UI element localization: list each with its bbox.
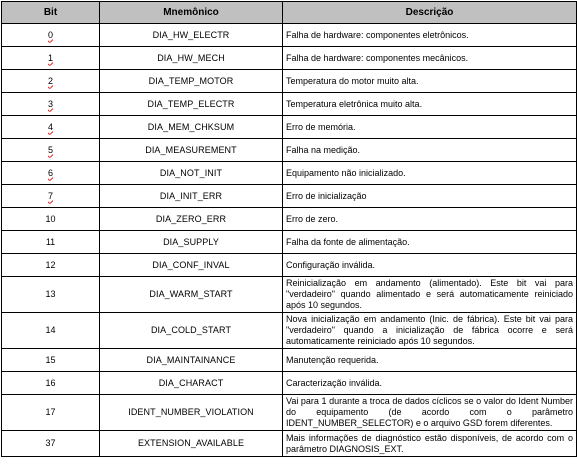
mnemonic-cell: DIA_NOT_INIT: [100, 162, 283, 185]
bit-value: 4: [47, 121, 53, 132]
bit-cell: 13: [2, 277, 100, 313]
mnemonic-cell: DIA_MAINTAINANCE: [100, 349, 283, 372]
description-cell: Erro de inicialização: [283, 185, 577, 208]
bit-cell: 16: [2, 372, 100, 395]
header-description: Descrição: [283, 2, 577, 24]
bit-cell: 17: [2, 395, 100, 431]
bit-cell: 10: [2, 208, 100, 231]
mnemonic-cell: DIA_HW_ELECTR: [100, 24, 283, 47]
table-row: [2, 372, 577, 395]
description-cell: Caracterização inválida.: [283, 372, 577, 395]
table-row: [2, 47, 577, 70]
description-cell: Reinicialização em andamento (alimentado). Este bit vai para "verdadeiro" quando alimentado e será automaticamente reiniciado após 10 segundos.: [283, 277, 577, 313]
bit-cell: 12: [2, 254, 100, 277]
bit-cell: 14: [2, 313, 100, 349]
header-mnemonic: Mnemônico: [100, 2, 283, 24]
bit-value: 5: [47, 144, 53, 155]
mnemonic-cell: DIA_TEMP_ELECTR: [100, 93, 283, 116]
table-row: [2, 162, 577, 185]
bit-value: 1: [47, 52, 53, 63]
bit-cell: [2, 47, 100, 70]
mnemonic-cell: DIA_MEM_CHKSUM: [100, 116, 283, 139]
table-row: [2, 116, 577, 139]
bit-cell: [2, 93, 100, 116]
description-cell: Vai para 1 durante a troca de dados cíclicos se o valor do Ident Number do equipamento (de acordo com o parâmetro IDENT_NUMBER_SELECTOR) e o arquivo GSD forem diferentes.: [283, 395, 577, 431]
bit-cell: [2, 185, 100, 208]
mnemonic-cell: DIA_INIT_ERR: [100, 185, 283, 208]
description-cell: Manutenção requerida.: [283, 349, 577, 372]
bit-cell: [2, 24, 100, 47]
table-row: [2, 313, 577, 349]
table-row: [2, 185, 577, 208]
mnemonic-cell: DIA_SUPPLY: [100, 231, 283, 254]
mnemonic-cell: DIA_MEASUREMENT: [100, 139, 283, 162]
bit-cell: [2, 70, 100, 93]
header-row: [2, 2, 577, 24]
bit-value: 2: [47, 75, 53, 86]
description-cell: Falha na medição.: [283, 139, 577, 162]
table-row: [2, 254, 577, 277]
description-cell: Configuração inválida.: [283, 254, 577, 277]
bit-cell: 37: [2, 431, 100, 457]
description-cell: Falha de hardware: componentes mecânicos.: [283, 47, 577, 70]
bit-cell: [2, 116, 100, 139]
table-row: [2, 277, 577, 313]
bit-cell: [2, 139, 100, 162]
description-cell: Erro de zero.: [283, 208, 577, 231]
header-bit: Bit: [2, 2, 100, 24]
table-row: [2, 349, 577, 372]
mnemonic-cell: DIA_HW_MECH: [100, 47, 283, 70]
mnemonic-cell: DIA_CHARACT: [100, 372, 283, 395]
mnemonic-cell: DIA_TEMP_MOTOR: [100, 70, 283, 93]
table-row: [2, 395, 577, 431]
table-row: [2, 231, 577, 254]
description-cell: Falha de hardware: componentes eletrônicos.: [283, 24, 577, 47]
diagnosis-bits-table: [1, 1, 577, 457]
bit-cell: 15: [2, 349, 100, 372]
description-cell: Falha da fonte de alimentação.: [283, 231, 577, 254]
bit-value: 7: [47, 190, 53, 201]
table-row: [2, 208, 577, 231]
mnemonic-cell: DIA_WARM_START: [100, 277, 283, 313]
description-cell: Temperatura eletrônica muito alta.: [283, 93, 577, 116]
bit-value: 3: [47, 98, 53, 109]
bit-value: 6: [47, 167, 53, 178]
bit-cell: 11: [2, 231, 100, 254]
mnemonic-cell: IDENT_NUMBER_VIOLATION: [100, 395, 283, 431]
mnemonic-cell: DIA_CONF_INVAL: [100, 254, 283, 277]
bit-cell: [2, 162, 100, 185]
description-cell: Equipamento não inicializado.: [283, 162, 577, 185]
mnemonic-cell: EXTENSION_AVAILABLE: [100, 431, 283, 457]
table-row: [2, 431, 577, 457]
table-row: [2, 139, 577, 162]
description-cell: Temperatura do motor muito alta.: [283, 70, 577, 93]
mnemonic-cell: DIA_COLD_START: [100, 313, 283, 349]
mnemonic-cell: DIA_ZERO_ERR: [100, 208, 283, 231]
description-cell: Erro de memória.: [283, 116, 577, 139]
description-cell: Nova inicialização em andamento (Inic. de fábrica). Este bit vai para "verdadeiro" quando a inicialização de fábrica ocorre e será automaticamente reiniciado após 10 segundos.: [283, 313, 577, 349]
table-row: [2, 24, 577, 47]
table-row: [2, 70, 577, 93]
bit-value: 0: [47, 29, 53, 40]
description-cell: Mais informações de diagnóstico estão disponíveis, de acordo com o parâmetro DIAGNOSIS_EXT.: [283, 431, 577, 457]
table-row: [2, 93, 577, 116]
